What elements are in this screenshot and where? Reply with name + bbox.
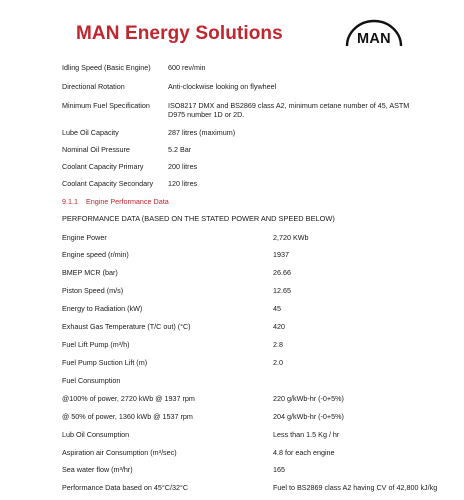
row-value: 12.65	[273, 286, 291, 295]
row-value: 220 g/kWb-hr (-0+5%)	[273, 394, 344, 403]
spec-label: Nominal Oil Pressure	[62, 145, 130, 154]
row-label: Fuel Lift Pump (m³/h)	[62, 340, 130, 349]
row-label: Energy to Radiation (kW)	[62, 304, 143, 313]
row-label: Engine speed (r/min)	[62, 250, 129, 259]
row-label: @ 50% of power, 1360 kWb @ 1537 rpm	[62, 412, 193, 421]
section-heading	[62, 197, 169, 206]
row-label: Fuel Consumption	[62, 376, 121, 385]
row-value: Fuel to BS2869 class A2 having CV of 42,800 kJ/kg	[273, 483, 438, 492]
spec-value: 120 litres	[168, 179, 198, 188]
document-header	[0, 0, 464, 54]
spec-value: 5.2 Bar	[168, 145, 192, 154]
row-value: 45	[273, 304, 281, 313]
spec-value: Anti-clockwise looking on flywheel	[168, 82, 277, 91]
row-value: Less than 1.5 Kg / hr	[273, 430, 340, 439]
row-label: BMEP MCR (bar)	[62, 268, 118, 277]
spec-label: Lube Oil Capacity	[62, 128, 119, 137]
row-label: Fuel Pump Suction Lift (m)	[62, 358, 148, 367]
man-logo	[344, 18, 404, 48]
section-number: 9.1.1	[62, 197, 78, 206]
spec-label: Coolant Capacity Primary	[62, 162, 144, 171]
row-label: Exhaust Gas Temperature (T/C out) (°C)	[62, 322, 191, 331]
performance-heading: PERFORMANCE DATA (BASED ON THE STATED POWER AND SPEED BELOW)	[62, 214, 335, 223]
row-value: 2.8	[273, 340, 283, 349]
spec-value: 287 litres (maximum)	[168, 128, 236, 137]
row-value: 2,720 KWb	[273, 233, 309, 242]
spec-label: Directional Rotation	[62, 82, 125, 91]
row-label: @100% of power, 2720 kWb @ 1937 rpm	[62, 394, 195, 403]
row-label: Performance Data based on 45°C/32°C	[62, 483, 189, 492]
spec-value: ISO8217 DMX and BS2869 class A2, minimum cetane number of 45, ASTM D975 number 1D or 2D.	[168, 101, 410, 119]
row-value: 420	[273, 322, 285, 331]
row-value: 204 g/kWb-hr (-0+5%)	[273, 412, 344, 421]
row-value: 1937	[273, 250, 289, 259]
spec-value: 200 litres	[168, 162, 198, 171]
row-value: 2.0	[273, 358, 283, 367]
spec-label: Minimum Fuel Specification	[62, 101, 150, 110]
spec-label: Idling Speed (Basic Engine)	[62, 63, 151, 72]
spec-value: 600 rev/min	[168, 63, 206, 72]
row-value: 4.8 for each engine	[273, 448, 335, 457]
section-title: Engine Performance Data	[86, 197, 169, 206]
row-value: 165	[273, 465, 285, 474]
row-label: Piston Speed (m/s)	[62, 286, 124, 295]
row-label: Aspiration air Consumption (m³/sec)	[62, 448, 177, 457]
spec-label: Coolant Capacity Secondary	[62, 179, 154, 188]
row-label: Engine Power	[62, 233, 107, 242]
row-label: Lub Oil Consumption	[62, 430, 130, 439]
logo-text: MAN	[357, 31, 391, 47]
row-value: 26.66	[273, 268, 291, 277]
row-label: Sea water flow (m³/hr)	[62, 465, 133, 474]
brand-title: MAN Energy Solutions	[76, 23, 283, 44]
